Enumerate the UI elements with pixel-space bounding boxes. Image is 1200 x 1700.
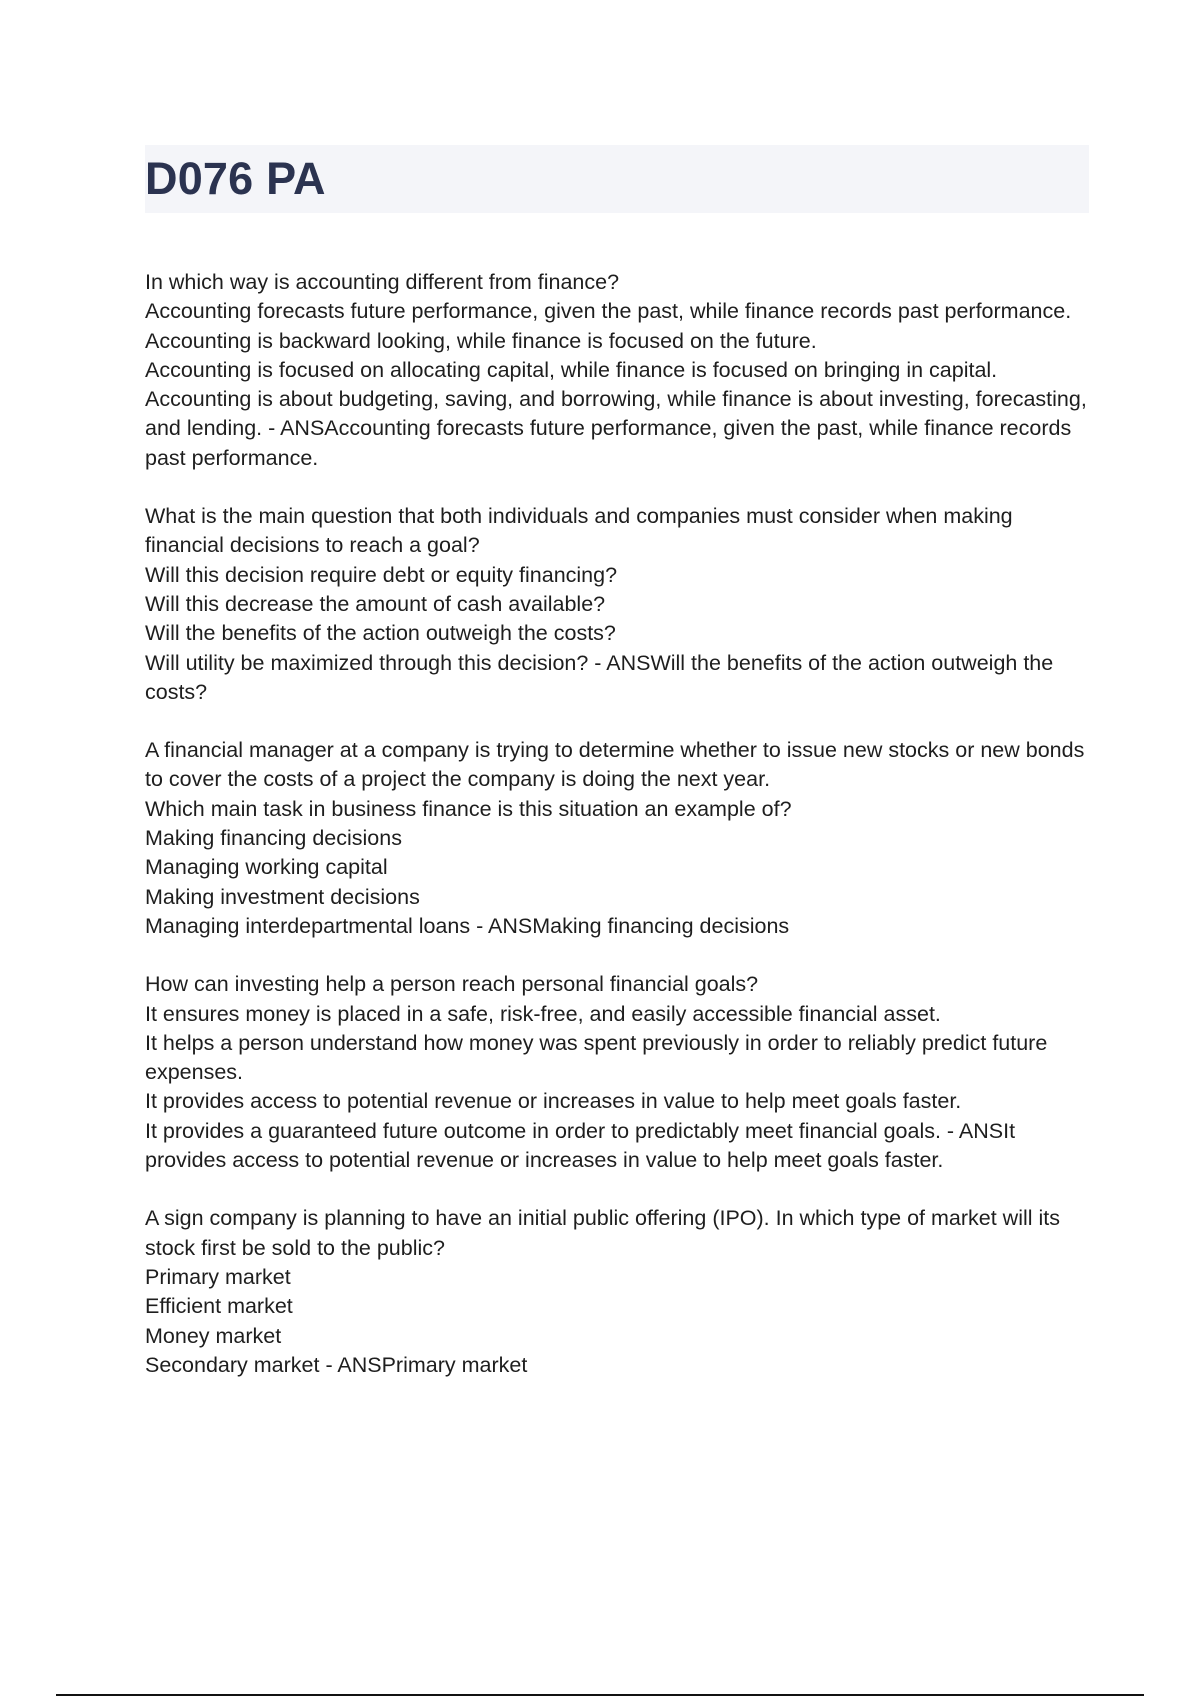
question-text: What is the main question that both individuals and companies must consider when making financial decisions to reach a goal? (145, 504, 1013, 558)
answer-option-with-answer: It provides a guaranteed future outcome in order to predictably meet financial goals. - ANSIt provides access to potential revenue or increases in value to help meet goals faster. (145, 1118, 1016, 1173)
question-block (145, 970, 1089, 1175)
question-block (145, 268, 1089, 473)
question-block (145, 1204, 1089, 1380)
question-block (145, 502, 1089, 707)
answer-option: Accounting is focused on allocating capital, while finance is focused on bringing in capital. (145, 357, 998, 382)
answer-option: Will the benefits of the action outweigh the costs? (145, 621, 616, 646)
answer-option: Accounting is backward looking, while finance is focused on the future. (145, 328, 817, 353)
answer-option-with-answer: Managing interdepartmental loans - ANSMaking financing decisions (145, 913, 790, 938)
answer-option: It ensures money is placed in a safe, risk-free, and easily accessible financial asset. (145, 1001, 941, 1026)
question-block (145, 736, 1089, 941)
page-title: D076 PA (145, 153, 326, 204)
title-banner (145, 145, 1089, 213)
answer-option: Will this decision require debt or equity financing? (145, 562, 618, 587)
answer-option: Efficient market (145, 1294, 293, 1319)
answer-option: Will this decrease the amount of cash available? (145, 591, 606, 616)
question-text: Which main task in business finance is this situation an example of? (145, 796, 792, 821)
answer-option: It provides access to potential revenue or increases in value to help meet goals faster. (145, 1089, 962, 1114)
answer-option: Making financing decisions (145, 826, 402, 851)
answer-option: Making investment decisions (145, 884, 420, 909)
answer-option: Managing working capital (145, 855, 388, 880)
question-text: A sign company is planning to have an initial public offering (IPO). In which type of market will its stock first be sold to the public? (145, 1206, 1060, 1260)
answer-option-with-answer: Secondary market - ANSPrimary market (145, 1352, 528, 1377)
answer-option: Money market (145, 1323, 282, 1348)
question-text: In which way is accounting different from finance? (145, 270, 620, 294)
answer-option: Primary market (145, 1264, 291, 1289)
answer-option-with-answer: Accounting is about budgeting, saving, and borrowing, while finance is about investing, forecasting, and lending. - ANSAccounting forecasts future performance, given the past, while finance records past performance. (145, 387, 1087, 470)
question-text: How can investing help a person reach personal financial goals? (145, 972, 759, 997)
question-text: A financial manager at a company is trying to determine whether to issue new stocks or new bonds to cover the costs of a project the company is doing the next year. (145, 738, 1085, 792)
answer-option-with-answer: Will utility be maximized through this decision? - ANSWill the benefits of the action outweigh the costs? (145, 650, 1054, 704)
question-list (145, 268, 1089, 1409)
page-bottom-rule (56, 1694, 1144, 1696)
answer-option: It helps a person understand how money was spent previously in order to reliably predict future expenses. (145, 1030, 1048, 1085)
answer-option: Accounting forecasts future performance, given the past, while finance records past performance. (145, 299, 1072, 324)
